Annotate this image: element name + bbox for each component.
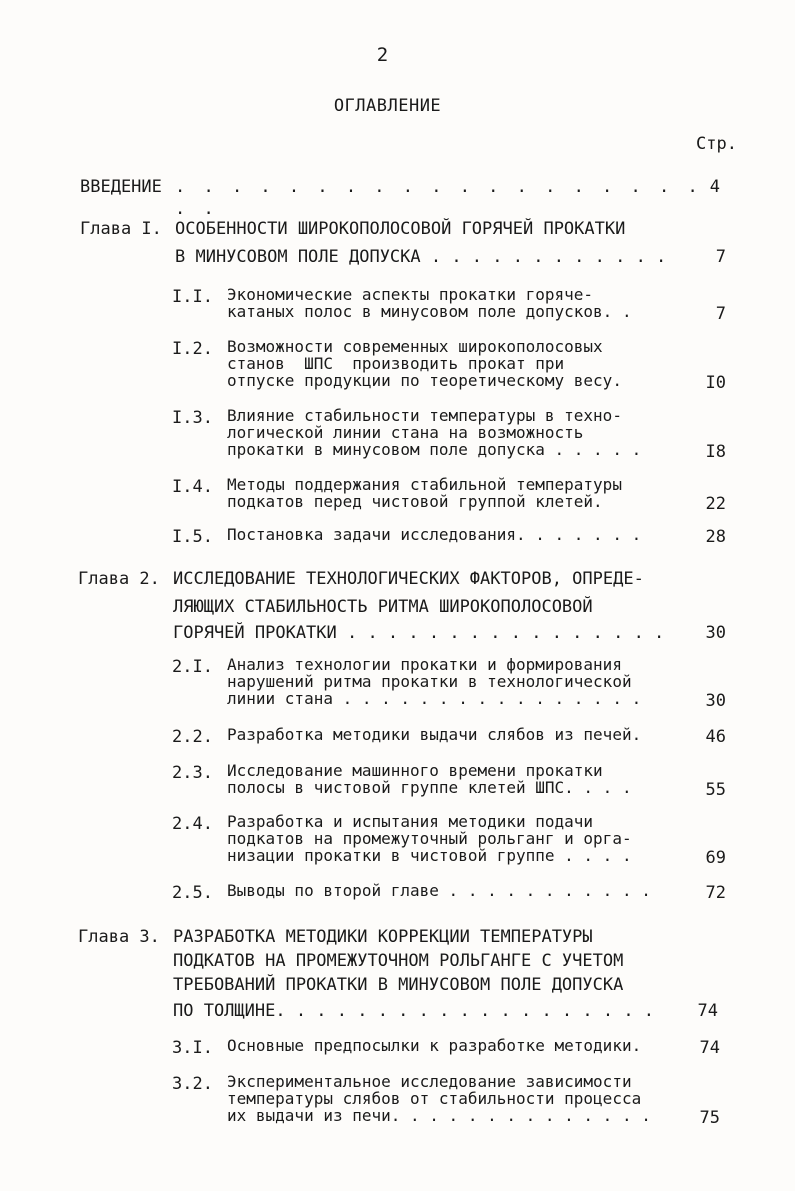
section-page: 74 bbox=[699, 1038, 720, 1058]
chapter-label: Глава 3. bbox=[78, 927, 160, 947]
section-number: I.4. bbox=[172, 477, 213, 497]
page-number: 2 bbox=[376, 44, 389, 66]
section-title-line: Методы поддержания стабильной температуры bbox=[227, 475, 622, 494]
toc-entry-intro bbox=[80, 176, 730, 219]
section-page: 75 bbox=[699, 1108, 720, 1128]
section-number: 2.2. bbox=[172, 727, 213, 747]
section-title-line: Экспериментальное исследование зависимости bbox=[227, 1072, 632, 1091]
section-page: 72 bbox=[705, 883, 726, 903]
chapter-title-line: ПО ТОЛЩИНЕ. . . . . . . . . . . . . . . . . . . bbox=[173, 1001, 655, 1021]
section-title-line: Основные предпосылки к разработке методики. bbox=[227, 1036, 642, 1055]
section-title-line: подкатов перед чистовой группой клетей. bbox=[227, 492, 603, 511]
chapter-page: 74 bbox=[697, 1001, 718, 1021]
section-title-line: Разработка и испытания методики подачи bbox=[227, 812, 594, 831]
section-title-line: Исследование машинного времени прокатки bbox=[227, 761, 603, 780]
chapter-title-line: В МИНУСОВОМ ПОЛЕ ДОПУСКА . . . . . . . . . . . . bbox=[175, 247, 667, 267]
section-page: 22 bbox=[705, 494, 726, 514]
section-number: 3.2. bbox=[172, 1074, 213, 1094]
section-title-line: Разработка методики выдачи слябов из печей. bbox=[227, 725, 642, 744]
chapter-label: Глава 2. bbox=[78, 569, 160, 589]
section-number: 2.4. bbox=[172, 814, 213, 834]
section-title-line: Экономические аспекты прокатки горяче- bbox=[227, 285, 594, 304]
section-title-line: подкатов на промежуточный рольганг и орга- bbox=[227, 829, 632, 848]
chapter-title-line: ИССЛЕДОВАНИЕ ТЕХНОЛОГИЧЕСКИХ ФАКТОРОВ, ОПРЕДЕ- bbox=[173, 569, 644, 589]
intro-page: 4 bbox=[709, 177, 720, 197]
section-title-line: Влияние стабильности температуры в техно- bbox=[227, 406, 622, 425]
chapter-title-line: ГОРЯЧЕЙ ПРОКАТКИ . . . . . . . . . . . . . . . . bbox=[173, 623, 665, 643]
section-title-line: логической линии стана на возможность bbox=[227, 423, 584, 442]
intro-dots: . . . . . . . . . . . . . . . . . . . . . bbox=[175, 177, 702, 219]
section-page: I8 bbox=[705, 442, 726, 462]
section-title-line: полосы в чистовой группе клетей ШПС. . . . bbox=[227, 778, 632, 797]
section-number: I.5. bbox=[172, 527, 213, 547]
section-number: 2.3. bbox=[172, 763, 213, 783]
section-page: 28 bbox=[705, 527, 726, 547]
section-title-line: Выводы по второй главе . . . . . . . . . . . bbox=[227, 881, 651, 900]
section-number: I.I. bbox=[172, 287, 213, 307]
section-page: I0 bbox=[705, 373, 726, 393]
page-column-label: Стр. bbox=[696, 134, 737, 154]
section-title-line: температуры слябов от стабильности процесса bbox=[227, 1089, 642, 1108]
chapter-label: Глава I. bbox=[80, 219, 162, 239]
toc-heading: ОГЛАВЛЕНИЕ bbox=[333, 96, 442, 116]
chapter-title-line: РАЗРАБОТКА МЕТОДИКИ КОРРЕКЦИИ ТЕМПЕРАТУРЫ bbox=[173, 927, 593, 947]
section-title-line: нарушений ритма прокатки в технологической bbox=[227, 672, 632, 691]
chapter-title-line: ПОДКАТОВ НА ПРОМЕЖУТОЧНОМ РОЛЬГАНГЕ С УЧЕТОМ bbox=[173, 951, 624, 971]
section-page: 7 bbox=[715, 304, 726, 324]
section-title-line: отпуске продукции по теоретическому весу. bbox=[227, 371, 622, 390]
section-title-line: Постановка задачи исследования. . . . . . . bbox=[227, 525, 642, 544]
section-page: 30 bbox=[705, 691, 726, 711]
section-title-line: их выдачи из печи. . . . . . . . . . . . . . bbox=[227, 1106, 651, 1125]
section-page: 46 bbox=[705, 727, 726, 747]
section-number: 2.I. bbox=[172, 657, 213, 677]
chapter-title-line: ОСОБЕННОСТИ ШИРОКОПОЛОСОВОЙ ГОРЯЧЕЙ ПРОКАТКИ bbox=[175, 219, 626, 239]
section-number: I.3. bbox=[172, 408, 213, 428]
chapter-title-line: ЛЯЮЩИХ СТАБИЛЬНОСТЬ РИТМА ШИРОКОПОЛОСОВОЙ bbox=[173, 597, 593, 617]
intro-title: ВВЕДЕНИЕ bbox=[80, 177, 162, 197]
section-title-line: линии стана . . . . . . . . . . . . . . . . bbox=[227, 689, 642, 708]
chapter-page: 30 bbox=[705, 623, 726, 643]
section-title-line: станов ШПС производить прокат при bbox=[227, 354, 565, 373]
section-page: 55 bbox=[705, 780, 726, 800]
chapter-page: 7 bbox=[715, 247, 726, 267]
section-title-line: катаных полос в минусовом поле допусков. . bbox=[227, 302, 632, 321]
section-number: 2.5. bbox=[172, 883, 213, 903]
section-page: 69 bbox=[705, 848, 726, 868]
section-title-line: низации прокатки в чистовой группе . . . . bbox=[227, 846, 632, 865]
section-number: 3.I. bbox=[172, 1038, 213, 1058]
chapter-title-line: ТРЕБОВАНИЙ ПРОКАТКИ В МИНУСОВОМ ПОЛЕ ДОПУСКА bbox=[173, 975, 624, 995]
section-title-line: Возможности современных широкополосовых bbox=[227, 337, 603, 356]
section-number: I.2. bbox=[172, 339, 213, 359]
section-title-line: Анализ технологии прокатки и формирования bbox=[227, 655, 622, 674]
section-title-line: прокатки в минусовом поле допуска . . . . . bbox=[227, 440, 642, 459]
